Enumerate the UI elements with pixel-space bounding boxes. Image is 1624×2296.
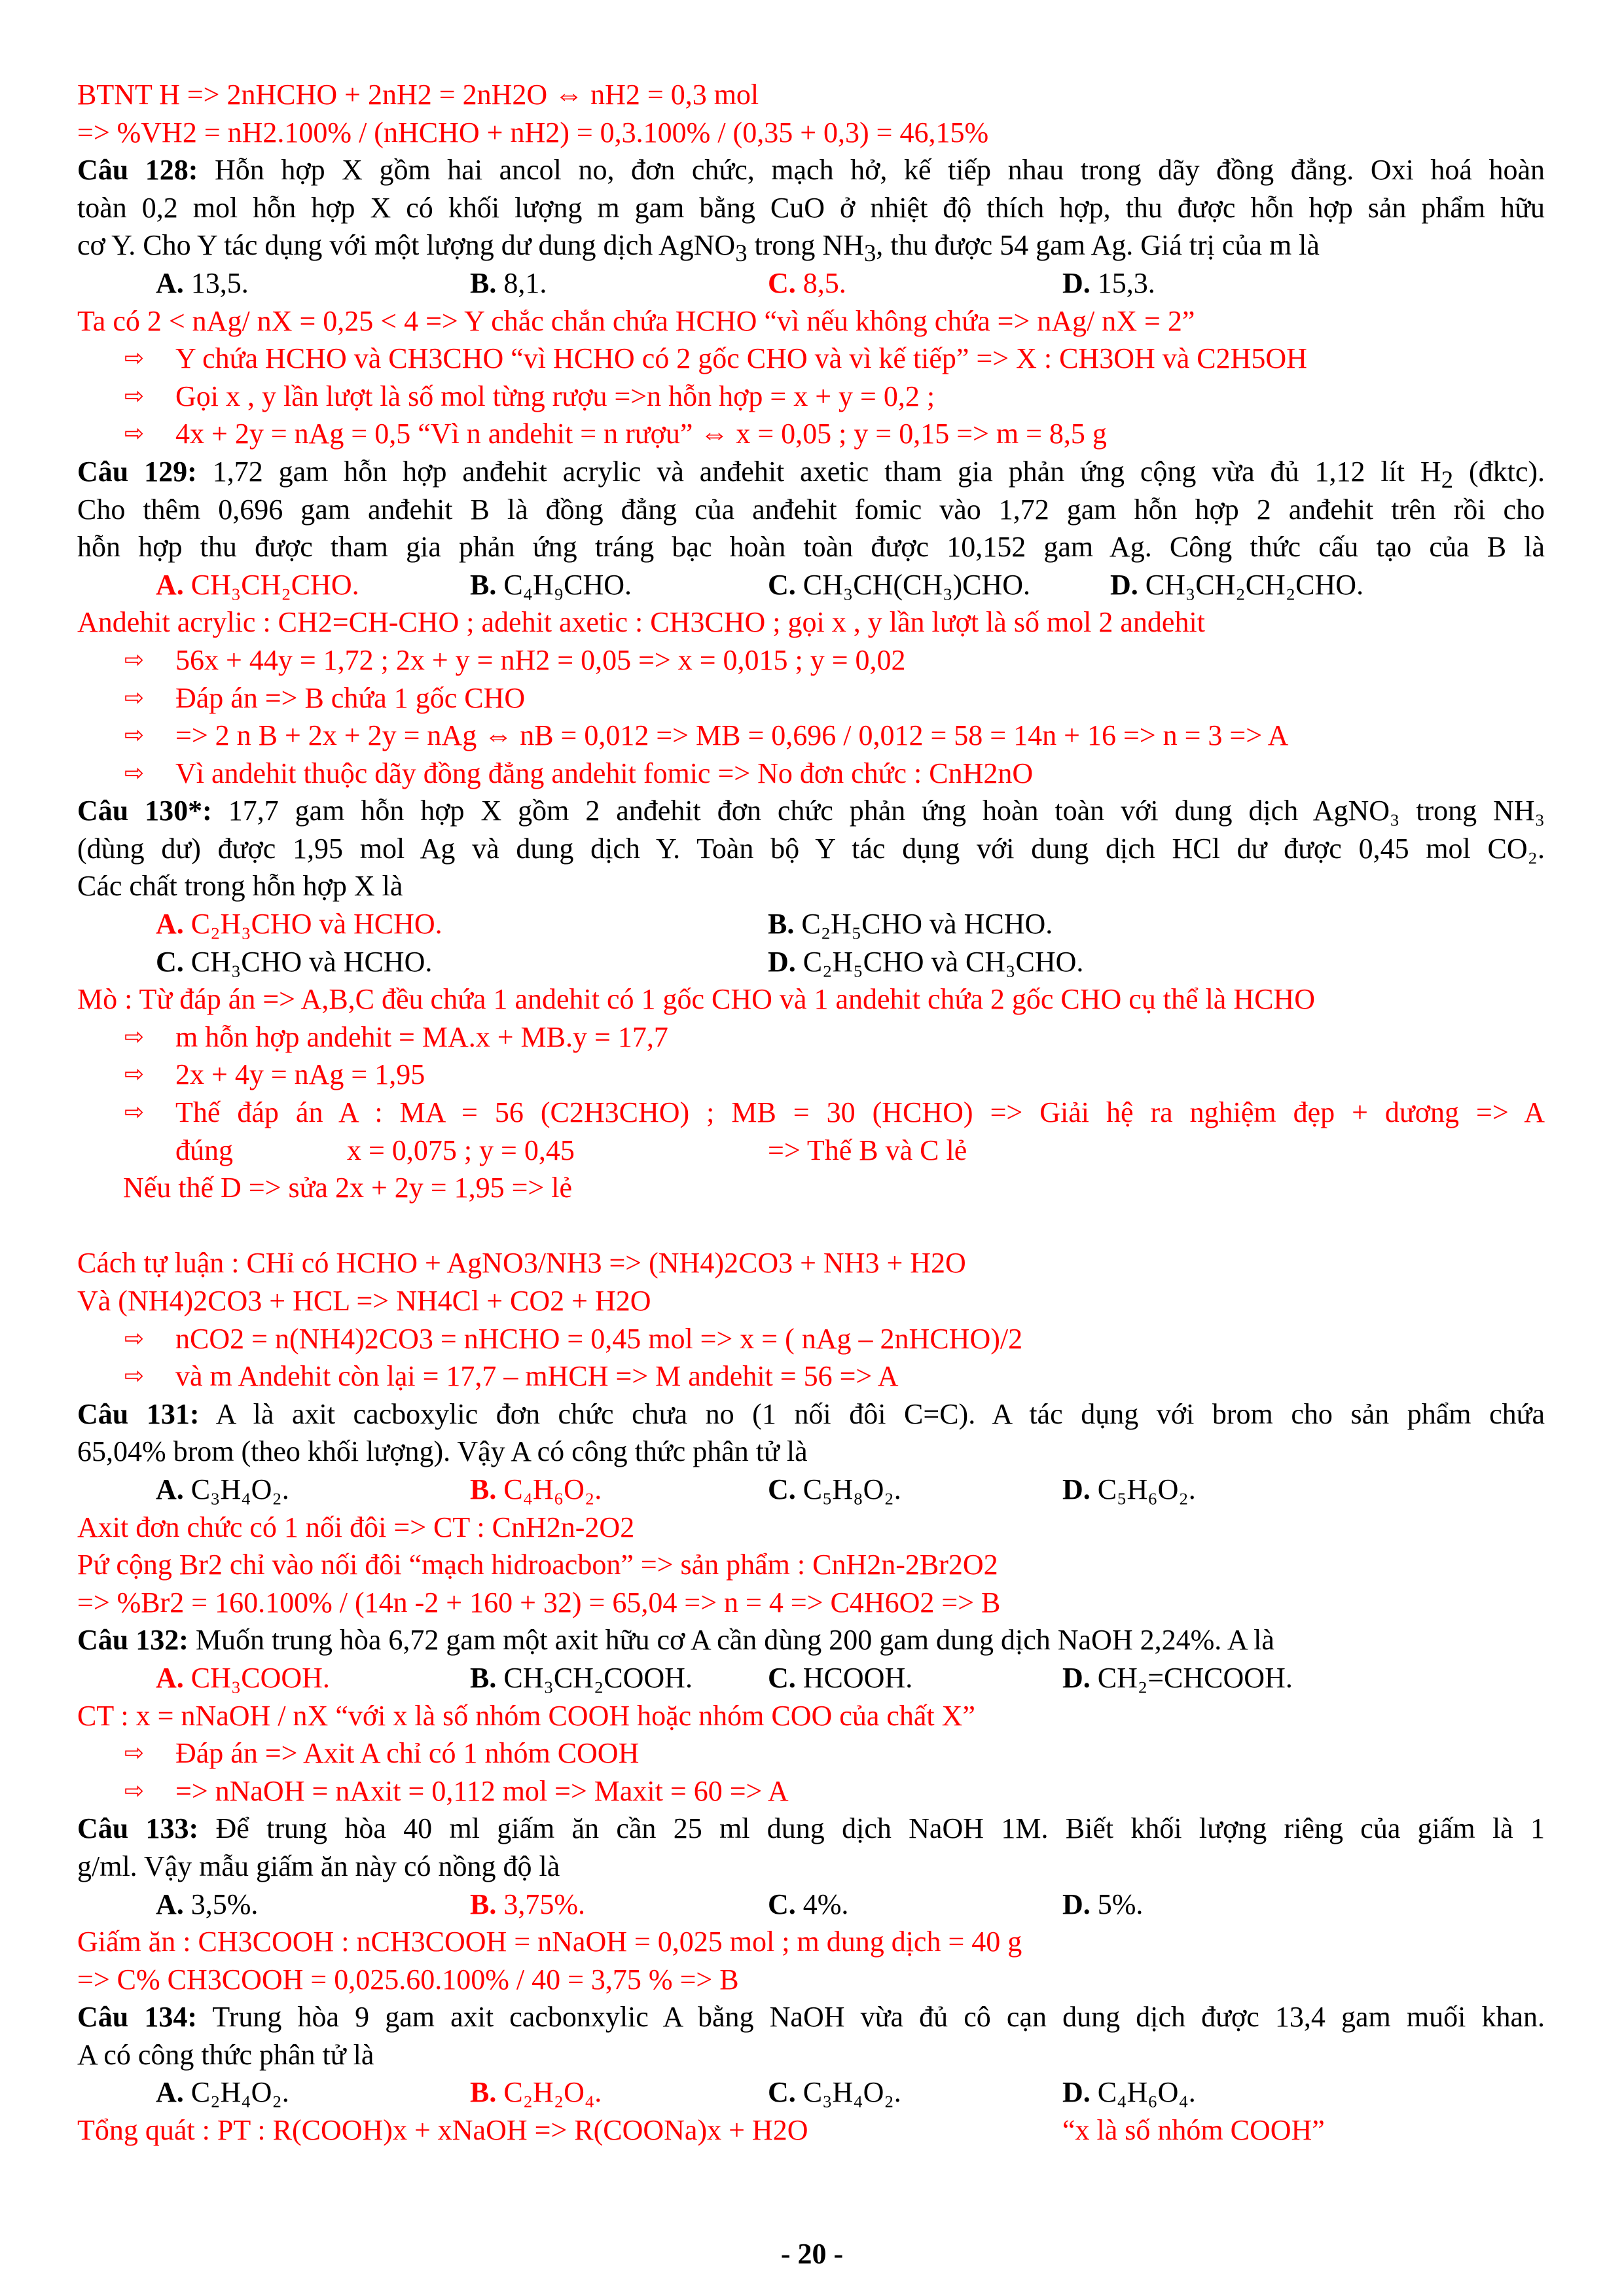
option-c: C. CH₃CHO và HCHO. bbox=[156, 945, 433, 978]
option-d: D. 15,3. bbox=[1062, 266, 1155, 299]
option-c: C. HCOOH. bbox=[768, 1661, 913, 1694]
solution-line: Nếu thế D => sửa 2x + 2y = 1,95 => lẻ bbox=[123, 1172, 572, 1204]
solution-bullet: ⇨ Đáp án => B chứa 1 gốc CHO bbox=[77, 679, 1545, 717]
question-128-line: cơ Y. Cho Y tác dụng với một lượng dư dung dịch AgNO$_3$ trong $NH_3$, thu được 54 gam Ag. Giá trị của m là bbox=[77, 229, 1320, 267]
option-d: D. C₄H₆O₄. bbox=[1062, 2076, 1196, 2109]
option-a: A. C₂H₃CHO và HCHO. bbox=[156, 908, 442, 941]
arrow-right-outline-icon: ⇨ bbox=[124, 382, 145, 410]
solution-line: BTNT H => 2nHCHO + 2nH2 = 2nH2O ⇔ nH2 = 0,3 mol bbox=[77, 79, 759, 111]
solution-line: Ta có 2 < nAg/ nX = 0,25 < 4 => Y chắc chắn chứa HCHO “vì nếu không chứa => nAg/ nX = 2” bbox=[77, 304, 1195, 337]
solution-bullet: ⇨ Thế đáp án A : MA = 56 (C2H3CHO) ; MB = 30 (HCHO) => Giải hệ ra nghiệm đẹp + dương => A bbox=[77, 1094, 1545, 1132]
arrow-right-outline-icon: ⇨ bbox=[124, 1363, 145, 1390]
question-128-line: toàn 0,2 mol hỗn hợp X có khối lượng m gam bằng CuO ở nhiệt độ thích hợp, thu được hỗn hợp sản phẩm hữu bbox=[77, 191, 1545, 224]
arrow-right-outline-icon: ⇨ bbox=[124, 1777, 145, 1804]
option-c: C. CH₃CH(CH₃)CHO. bbox=[768, 568, 1031, 601]
question-133-line: Câu 133: Để trung hòa 40 ml giấm ăn cần 25 ml dung dịch NaOH 1M. Biết khối lượng riêng của giấm là 1 bbox=[77, 1812, 1545, 1845]
option-a: A. CH₃CH₂CHO. bbox=[156, 568, 359, 601]
arrow-right-outline-icon: ⇨ bbox=[124, 722, 145, 749]
option-d: D. CH₂=CHCOOH. bbox=[1062, 1661, 1293, 1694]
options-row bbox=[77, 1471, 1545, 1509]
solution-line: Pứ cộng Br2 chỉ vào nối đôi “mạch hidroacbon” => sản phẩm : CnH2n-2Br2O2 bbox=[77, 1549, 998, 1581]
option-a: A. CH₃COOH. bbox=[156, 1661, 330, 1694]
question-134-line: A có công thức phân tử là bbox=[77, 2038, 374, 2071]
question-130-line: Câu 130*: 17,7 gam hỗn hợp X gồm 2 anđehit đơn chức phản ứng hoàn toàn với dung dịch AgNO₃ trong NH₃ bbox=[77, 795, 1545, 827]
arrow-right-outline-icon: ⇨ bbox=[124, 646, 145, 673]
option-a: A. 13,5. bbox=[156, 266, 249, 299]
option-b: B. C₂H₅CHO và HCHO. bbox=[768, 908, 1053, 941]
solution-line: đúng x = 0,075 ; y = 0,45 => Thế B và C lẻ bbox=[175, 1134, 967, 1166]
option-b: B. C₂H₂O₄. bbox=[470, 2076, 602, 2109]
option-d: D. CH₃CH₂CH₂CHO. bbox=[1110, 568, 1364, 601]
option-b: B. 3,75%. bbox=[470, 1888, 586, 1920]
solution-line: Và (NH4)2CO3 + HCL => NH4Cl + CO2 + H2O bbox=[77, 1285, 651, 1317]
solution-line: Tổng quát : PT : R(COOH)x + xNaOH => R(COONa)x + H2O “x là số nhóm COOH” bbox=[77, 2114, 1325, 2147]
arrow-right-outline-icon: ⇨ bbox=[124, 420, 145, 448]
question-128-line: Câu 128: Hỗn hợp X gồm hai ancol no, đơn chức, mạch hở, kế tiếp nhau trong dãy đồng đẳng. Oxi hoá hoàn bbox=[77, 154, 1545, 187]
solution-line: CT : x = nNaOH / nX “với x là số nhóm COOH hoặc nhóm COO của chất X” bbox=[77, 1699, 975, 1732]
solution-bullet: ⇨ 2x + 4y = nAg = 1,95 bbox=[77, 1056, 1545, 1094]
arrow-right-outline-icon: ⇨ bbox=[124, 1061, 145, 1088]
solution-line: Mò : Từ đáp án => A,B,C đều chứa 1 andehit có 1 gốc CHO và 1 andehit chứa 2 gốc CHO cụ thể là HCHO bbox=[77, 983, 1315, 1016]
option-a: A. 3,5%. bbox=[156, 1888, 259, 1920]
question-131-line: 65,04% brom (theo khối lượng). Vậy A có công thức phân tử là bbox=[77, 1435, 808, 1468]
question-129-line: Cho thêm 0,696 gam anđehit B là đồng đẳng của anđehit fomic vào 1,72 gam hỗn hợp 2 anđehit trên rồi cho bbox=[77, 493, 1545, 526]
solution-bullet: ⇨ Y chứa HCHO và CH3CHO “vì HCHO có 2 gốc CHO và vì kế tiếp” => X : CH3OH và C2H5OH bbox=[77, 340, 1545, 378]
option-b: B. C₄H₆O₂. bbox=[470, 1473, 602, 1505]
question-129-line: Câu 129: 1,72 gam hỗn hợp anđehit acrylic và anđehit axetic tham gia phản ứng cộng vừa đủ 1,12 lít $H_2$ (đktc). bbox=[77, 455, 1545, 493]
arrow-right-outline-icon: ⇨ bbox=[124, 1099, 145, 1126]
options-row bbox=[77, 943, 1545, 981]
question-134-line: Câu 134: Trung hòa 9 gam axit cacbonxylic A bằng NaOH vừa đủ cô cạn dung dịch được 13,4 gam muối khan. bbox=[77, 2001, 1545, 2034]
question-132-line: Câu 132: Muốn trung hòa 6,72 gam một axit hữu cơ A cần dùng 200 gam dung dịch NaOH 2,24%. A là bbox=[77, 1624, 1274, 1657]
option-c: C. 4%. bbox=[768, 1888, 849, 1920]
option-b: B. 8,1. bbox=[470, 266, 547, 299]
solution-line: Giấm ăn : CH3COOH : nCH3COOH = nNaOH = 0,025 mol ; m dung dịch = 40 g bbox=[77, 1926, 1022, 1958]
solution-line: => %VH2 = nH2.100% / (nHCHO + nH2) = 0,3.100% / (0,35 + 0,3) = 46,15% bbox=[77, 116, 989, 149]
page-number: - 20 - bbox=[780, 2238, 844, 2270]
option-c: C. 8,5. bbox=[768, 266, 846, 299]
option-d: D. 5%. bbox=[1062, 1888, 1144, 1920]
solution-line: Cách tự luận : CHỉ có HCHO + AgNO3/NH3 => (NH4)2CO3 + NH3 + H2O bbox=[77, 1247, 966, 1280]
arrow-right-outline-icon: ⇨ bbox=[124, 1325, 145, 1352]
solution-bullet: ⇨ 4x + 2y = nAg = 0,5 “Vì n andehit = n rượu” ⇔ x = 0,05 ; y = 0,15 => m = 8,5 g bbox=[77, 415, 1545, 453]
solution-bullet: ⇨ Gọi x , y lần lượt là số mol từng rượu =>n hỗn hợp = x + y = 0,2 ; bbox=[77, 378, 1545, 416]
question-130-line: Các chất trong hỗn hợp X là bbox=[77, 870, 403, 903]
solution-line: => C% CH3COOH = 0,025.60.100% / 40 = 3,75 % => B bbox=[77, 1963, 739, 1996]
arrow-right-outline-icon: ⇨ bbox=[124, 1023, 145, 1050]
options-row bbox=[77, 1886, 1545, 1924]
arrow-right-outline-icon: ⇨ bbox=[124, 759, 145, 787]
option-c: C. C₅H₈O₂. bbox=[768, 1473, 901, 1505]
options-row bbox=[77, 264, 1545, 302]
options-row bbox=[77, 2073, 1545, 2111]
document-page bbox=[77, 76, 1545, 2149]
solution-line: Andehit acrylic : CH2=CH-CHO ; adehit axetic : CH3CHO ; gọi x , y lần lượt là số mol 2 andehit bbox=[77, 606, 1205, 639]
option-c: C. C₃H₄O₂. bbox=[768, 2076, 901, 2109]
question-label: Câu 128: bbox=[77, 154, 198, 187]
solution-line: => %Br2 = 160.100% / (14n -2 + 160 + 32) = 65,04 => n = 4 => C4H6O2 => B bbox=[77, 1586, 1001, 1619]
question-130-line: (dùng dư) được 1,95 mol Ag và dung dịch Y. Toàn bộ Y tác dụng với dung dịch HCl dư được 0,45 mol CO₂. bbox=[77, 832, 1545, 865]
option-b: B. C₄H₉CHO. bbox=[470, 568, 632, 601]
options-row bbox=[77, 1659, 1545, 1697]
option-a: A. C₃H₄O₂. bbox=[156, 1473, 289, 1505]
question-133-line: g/ml. Vậy mẫu giấm ăn này có nồng độ là bbox=[77, 1850, 560, 1882]
solution-bullet: ⇨ m hỗn hợp andehit = MA.x + MB.y = 17,7 bbox=[77, 1018, 1545, 1056]
options-row bbox=[77, 905, 1545, 943]
solution-line: Axit đơn chức có 1 nối đôi => CT : CnH2n-2O2 bbox=[77, 1511, 635, 1543]
question-131-line: Câu 131: A là axit cacboxylic đơn chức chưa no (1 nối đôi C=C). A tác dụng với brom cho sản phẩm chứa bbox=[77, 1397, 1545, 1430]
solution-bullet: ⇨ và m Andehit còn lại = 17,7 – mHCH => M andehit = 56 => A bbox=[77, 1357, 1545, 1395]
question-129-line: hỗn hợp thu được tham gia phản ứng tráng bạc hoàn toàn được 10,152 gam Ag. Công thức cấu tạo của B là bbox=[77, 531, 1545, 564]
option-b: B. CH₃CH₂COOH. bbox=[470, 1661, 693, 1694]
option-d: D. C₅H₆O₂. bbox=[1062, 1473, 1196, 1505]
solution-bullet: ⇨ nCO2 = n(NH4)2CO3 = nHCHO = 0,45 mol => x = ( nAg – 2nHCHO)/2 bbox=[77, 1320, 1545, 1358]
arrow-right-outline-icon: ⇨ bbox=[124, 1740, 145, 1767]
arrow-right-outline-icon: ⇨ bbox=[124, 345, 145, 372]
solution-bullet: ⇨ Vì andehit thuộc dãy đồng đẳng andehit fomic => No đơn chức : CnH2nO bbox=[77, 755, 1545, 793]
solution-bullet: ⇨ => nNaOH = nAxit = 0,112 mol => Maxit = 60 => A bbox=[77, 1772, 1545, 1810]
option-a: A. C₂H₄O₂. bbox=[156, 2076, 289, 2109]
options-row bbox=[77, 566, 1545, 604]
solution-bullet: ⇨ Đáp án => Axit A chỉ có 1 nhóm COOH bbox=[77, 1734, 1545, 1772]
solution-bullet: ⇨ 56x + 44y = 1,72 ; 2x + y = nH2 = 0,05 => x = 0,015 ; y = 0,02 bbox=[77, 641, 1545, 679]
arrow-right-outline-icon: ⇨ bbox=[124, 684, 145, 711]
option-d: D. C₂H₅CHO và CH₃CHO. bbox=[768, 945, 1084, 978]
solution-bullet: ⇨ => 2 n B + 2x + 2y = nAg ⇔ nB = 0,012 => MB = 0,696 / 0,012 = 58 = 14n + 16 => n = 3 => A bbox=[77, 717, 1545, 755]
